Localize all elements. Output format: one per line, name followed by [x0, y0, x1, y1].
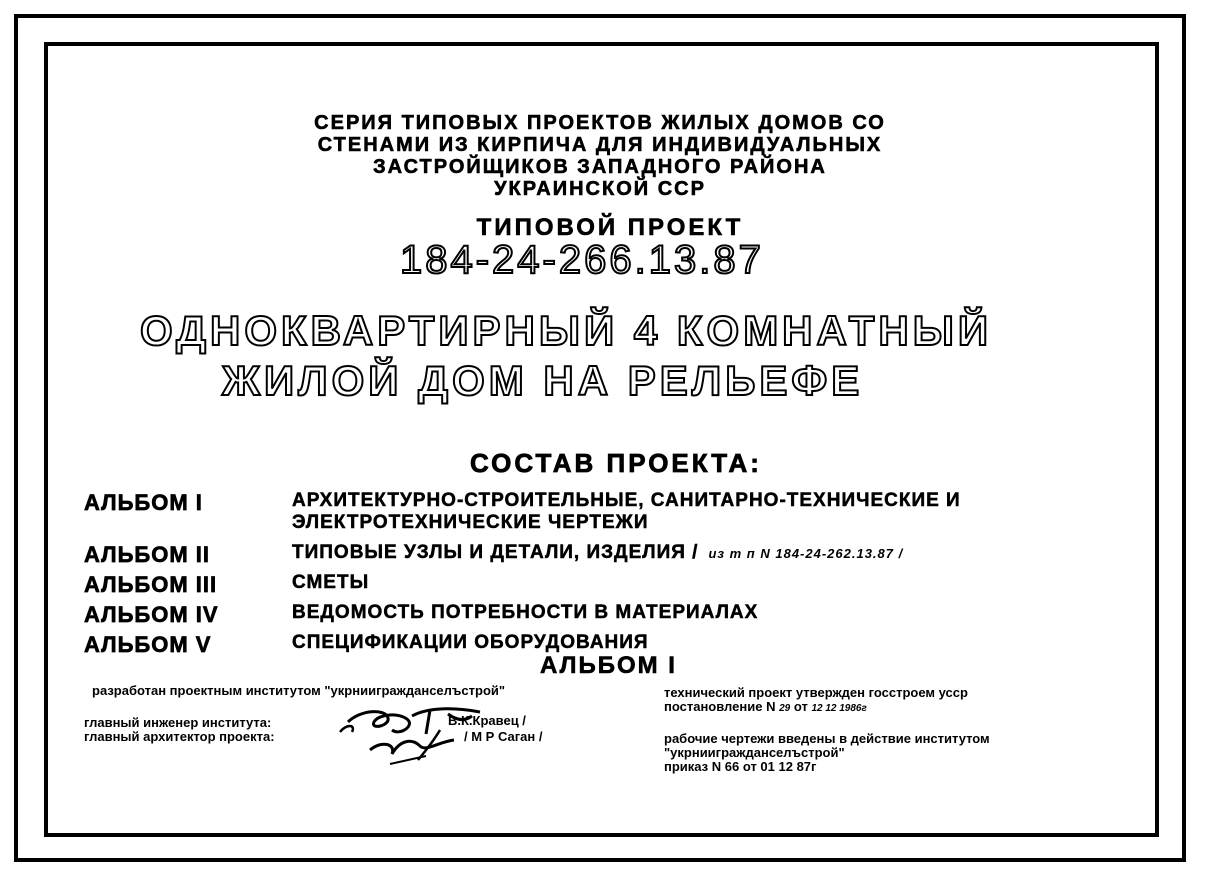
album-desc-text: ТИПОВЫЕ УЗЛЫ И ДЕТАЛИ, ИЗДЕЛИЯ /: [292, 542, 699, 563]
composition-heading: СОСТАВ ПРОЕКТА:: [470, 448, 762, 478]
album-desc: СМЕТЫ: [292, 572, 370, 593]
album-desc: АРХИТЕКТУРНО-СТРОИТЕЛЬНЫЕ, САНИТАРНО-ТЕХНИЧЕСКИЕ И ЭЛЕКТРОТЕХНИЧЕСКИЕ ЧЕРТЕЖИ: [292, 490, 961, 533]
series-line-2: СТЕНАМИ ИЗ КИРПИЧА ДЛЯ ИНДИВИДУАЛЬНЫХ: [317, 134, 883, 156]
chief-engineer-label: главный инженер института:: [84, 715, 272, 730]
approval-line-2: [664, 700, 867, 716]
chief-architect-label: главный архитектор проекта:: [84, 729, 275, 744]
engineer-name: В.К.Кравец /: [448, 713, 526, 728]
album-row: [84, 572, 1144, 602]
architect-name: / М Р Саган /: [464, 729, 543, 744]
approval-number: 29: [779, 703, 791, 714]
intro-line-2: "укрниигражданселъстрой": [664, 745, 845, 760]
main-title-line-2: ЖИЛОЙ ДОМ НА РЕЛЬЕФЕ: [222, 357, 864, 404]
approval-line-1: технический проект утвержден госстроем усср: [664, 685, 968, 700]
album-list: [84, 490, 1144, 662]
album-name: АЛЬБОМ I: [84, 490, 203, 515]
album-name: АЛЬБОМ III: [84, 572, 218, 597]
intro-line-3: приказ N 66 от 01 12 87г: [664, 759, 817, 774]
approval-from: от: [793, 699, 808, 714]
album-name: АЛЬБОМ IV: [84, 602, 219, 627]
album-desc: СПЕЦИФИКАЦИИ ОБОРУДОВАНИЯ: [292, 632, 649, 653]
approval-date: 12 12 1986г: [811, 703, 867, 714]
album-row: [84, 542, 1144, 572]
album-reference: из т п N 184-24-262.13.87 /: [708, 546, 904, 561]
album-desc: [292, 542, 1142, 565]
series-line-1: СЕРИЯ ТИПОВЫХ ПРОЕКТОВ ЖИЛЫХ ДОМОВ СО: [314, 112, 886, 134]
main-title: [140, 306, 1100, 406]
album-name: АЛЬБОМ V: [84, 632, 212, 657]
series-title: [200, 112, 1000, 200]
approval-prefix: постановление N: [664, 699, 776, 714]
series-line-3: ЗАСТРОЙЩИКОВ ЗАПАДНОГО РАЙОНА: [373, 156, 827, 178]
project-label: ТИПОВОЙ ПРОЕКТ: [476, 214, 744, 241]
developer-line: разработан проектным институтом "укрниигражданселъстрой": [92, 683, 506, 698]
current-album-label: АЛЬБОМ I: [540, 652, 677, 679]
album-desc: ВЕДОМОСТЬ ПОТРЕБНОСТИ В МАТЕРИАЛАХ: [292, 602, 759, 623]
album-name: АЛЬБОМ II: [84, 542, 210, 567]
intro-line-1: рабочие чертежи введены в действие институтом: [664, 731, 990, 746]
project-number: 184-24-266.13.87: [400, 238, 764, 282]
main-title-line-1: ОДНОКВАРТИРНЫЙ 4 КОМНАТНЫЙ: [140, 307, 993, 354]
album-row: [84, 490, 1144, 542]
series-line-4: УКРАИНСКОЙ ССР: [494, 178, 706, 200]
album-row: [84, 602, 1144, 632]
